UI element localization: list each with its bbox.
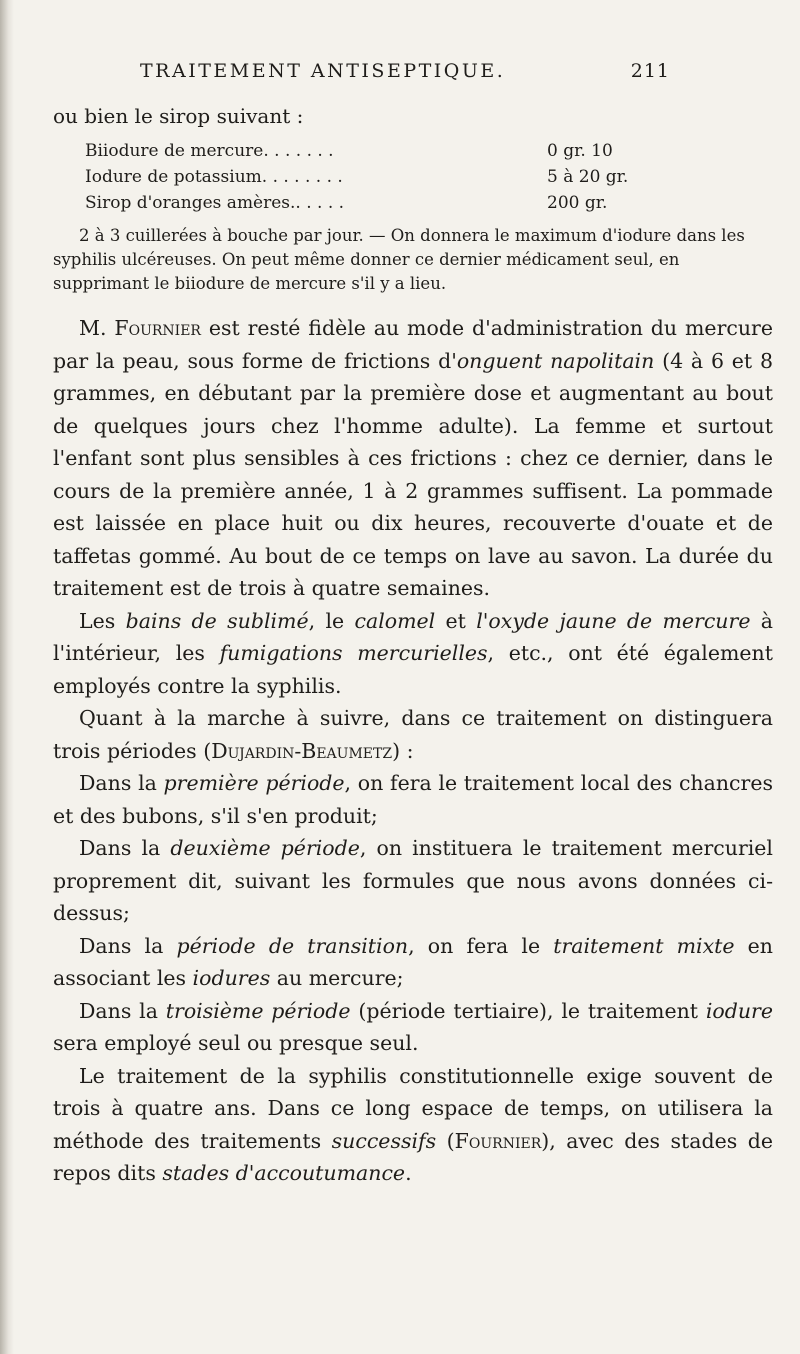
formula-ingredient: Sirop d'oranges amères.. . . . . — [85, 193, 345, 213]
formula-row — [85, 164, 697, 190]
paragraph: Quant à la marche à suivre, dans ce traitement on distinguera trois périodes (Dujardin-Beaumetz) : — [53, 706, 773, 763]
page-edge-shadow — [0, 0, 14, 1354]
author-name: Fournier — [114, 316, 201, 340]
paragraph: Dans la période de transition, on fera le traitement mixte en associant les iodures au mercure; — [53, 933, 774, 990]
paragraph: Dans la première période, on fera le traitement local des chancres et des bubons, s'il s'en produit; — [53, 771, 773, 828]
formula-row — [85, 190, 697, 216]
paragraph: Les bains de sublimé, le calomel et l'oxyde jaune de mercure à l'intérieur, les fumigations mercurielles, etc., ont été également employés contre la syphilis. — [53, 608, 773, 698]
formula-ingredient: Iodure de potassium. . . . . . . . — [85, 167, 343, 187]
header-title: TRAITEMENT ANTISEPTIQUE. — [140, 60, 506, 82]
page-content — [53, 100, 773, 1190]
formula-ingredient: Biiodure de mercure. . . . . . . — [85, 141, 334, 161]
running-header — [140, 60, 670, 82]
paragraph: Dans la troisième période (période tertiaire), le traitement iodure sera employé seul ou presque seul. — [53, 998, 773, 1055]
formula-quantity: 200 gr. — [547, 193, 608, 213]
page-number: 211 — [630, 60, 670, 82]
body-text — [53, 312, 773, 1190]
formula-quantity: 0 gr. 10 — [547, 141, 613, 161]
paragraph: Le traitement de la syphilis constitutionnelle exige souvent de trois à quatre ans. Dans ce long espace de temps, on utilisera la méthode des traitements successifs (Fournier), avec des stades de repos dits stades d'accoutumance. — [53, 1063, 774, 1185]
intro-line: ou bien le sirop suivant : — [53, 104, 304, 128]
syrup-formula — [85, 138, 697, 216]
paragraph: M. Fournier est resté fidèle au mode d'administration du mercure par la peau, sous forme de frictions d'onguent napolitain (4 à 6 et 8 grammes, en débutant par la première dose et augmentant au bout de quelques jours chez l'homme adulte). La femme et surtout l'enfant sont plus sensibles à ces frictions : chez ce dernier, dans le cours de la première année, 1 à 2 grammes suffisent. La pommade est laissée en place huit ou dix heures, recouverte d'ouate et de taffetas gommé. Au bout de ce temps on lave au savon. La durée du traitement est de trois à quatre semaines. — [53, 316, 773, 600]
author-name: Dujardin-Beaumetz — [211, 738, 393, 763]
author-name: Fournier — [454, 1128, 542, 1153]
paragraph: Dans la deuxième période, on instituera le traitement mercuriel proprement dit, suivant les formules que nous avons données ci-dessus; — [53, 836, 773, 925]
formula-quantity: 5 à 20 gr. — [547, 167, 629, 187]
dosage-note: 2 à 3 cuillerées à bouche par jour. — On donnera le maximum d'iodure dans les syphilis ulcéreuses. On peut même donner ce dernier médicament seul, en supprimant le biiodure de mercure s'il y a lieu. — [53, 226, 745, 293]
formula-row — [85, 138, 697, 164]
